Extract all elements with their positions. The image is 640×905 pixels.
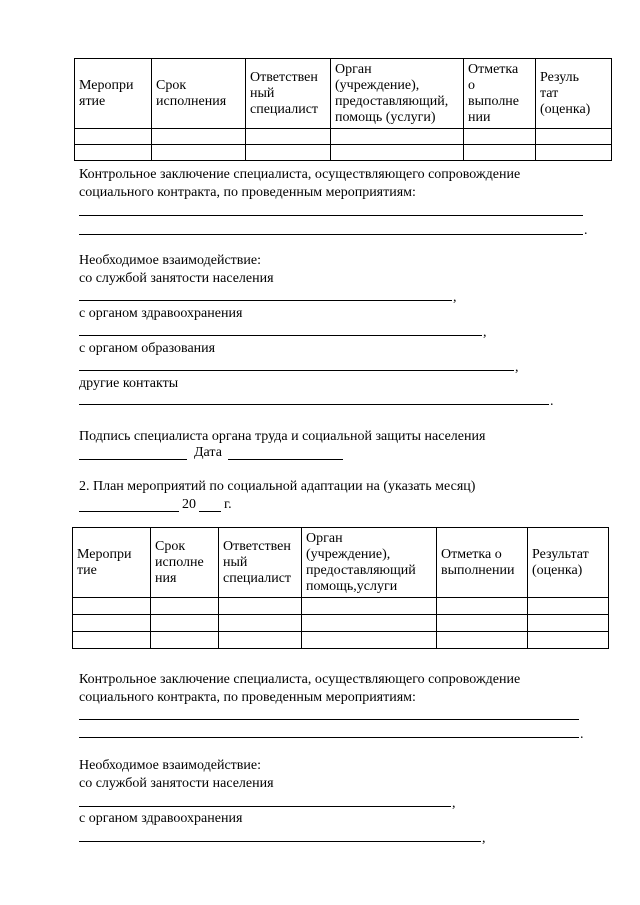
signature-label: Подпись специалиста органа труда и социальной защиты населения [79,429,486,444]
table-cell[interactable] [246,129,331,145]
line-end-period: . [550,394,554,409]
col-header-result: Резуль тат (оценка) [536,59,612,129]
table-cell[interactable] [331,145,464,161]
line-end-period: . [584,223,588,238]
conclusion-fill-line[interactable] [79,215,583,216]
table-row [75,145,612,161]
date-fill-line[interactable] [228,459,343,460]
col-header-deadline: Срок исполне ния [151,528,219,598]
education-authority-label: с органом образования [79,341,216,356]
conclusion-fill-line[interactable] [79,719,579,720]
line-end-comma: , [483,325,487,340]
table-cell[interactable] [528,632,609,649]
table-row [75,129,612,145]
measures-table-2 [72,527,609,649]
employment-service-fill-line[interactable] [79,806,451,807]
conclusion-text-line2: социального контракта, по проведенным мероприятиям: [79,690,416,705]
year-fill-line[interactable] [199,511,221,512]
line-end-comma: , [453,290,457,305]
health-authority-fill-line[interactable] [79,841,481,842]
col-header-completion-mark: Отметка о выполне нии [464,59,536,129]
col-header-responsible: Ответствен ный специалист [246,59,331,129]
table-header-row [75,59,612,129]
table-cell[interactable] [151,632,219,649]
col-header-result: Результат (оценка) [528,528,609,598]
measures-table-1 [74,58,612,161]
table-cell[interactable] [152,145,246,161]
table-row [73,615,609,632]
other-contacts-label: другие контакты [79,376,179,391]
signature-fill-line[interactable] [79,459,187,460]
conclusion-text-line2: социального контракта, по проведенным мероприятиям: [79,185,416,200]
conclusion-fill-line[interactable] [79,234,583,235]
table-header-row [73,528,609,598]
table-cell[interactable] [302,598,437,615]
table-cell[interactable] [152,129,246,145]
table-cell[interactable] [536,129,612,145]
table-cell[interactable] [302,632,437,649]
health-authority-fill-line[interactable] [79,335,482,336]
col-header-completion-mark: Отметка о выполнении [437,528,528,598]
interaction-title: Необходимое взаимодействие: [79,253,262,268]
interaction-title: Необходимое взаимодействие: [79,758,262,773]
col-header-responsible: Ответствен ный специалист [219,528,302,598]
table-cell[interactable] [528,598,609,615]
line-end-period: . [580,727,584,742]
table-cell[interactable] [437,615,528,632]
table-cell[interactable] [219,615,302,632]
col-header-measure: Меропри тие [73,528,151,598]
employment-service-fill-line[interactable] [79,300,452,301]
month-fill-line[interactable] [79,511,179,512]
date-label: Дата [194,445,222,460]
col-header-organization: Орган (учреждение), предоставляющий помощь,услуги [302,528,437,598]
table-cell[interactable] [437,598,528,615]
line-end-comma: , [452,796,456,811]
table-cell[interactable] [73,615,151,632]
table-cell[interactable] [219,632,302,649]
table-cell[interactable] [219,598,302,615]
plan-title: 2. План мероприятий по социальной адаптации на (указать месяц) [79,479,476,494]
table-cell[interactable] [73,632,151,649]
conclusion-text-line1: Контрольное заключение специалиста, осуществляющего сопровождение [79,167,521,182]
col-header-deadline: Срок исполнения [152,59,246,129]
col-header-measure: Меропри ятие [75,59,152,129]
table-cell[interactable] [331,129,464,145]
table-cell[interactable] [151,615,219,632]
other-contacts-fill-line[interactable] [79,404,549,405]
health-authority-label: с органом здравоохранения [79,811,243,826]
line-end-comma: , [515,360,519,375]
table-cell[interactable] [151,598,219,615]
year-suffix: г. [224,497,232,512]
table-cell[interactable] [437,632,528,649]
col-header-organization: Орган (учреждение), предоставляющий, помощь (услуги) [331,59,464,129]
year-prefix: 20 [182,497,196,512]
education-authority-fill-line[interactable] [79,370,514,371]
table-cell[interactable] [75,129,152,145]
line-end-comma: , [482,831,486,846]
conclusion-text-line1: Контрольное заключение специалиста, осуществляющего сопровождение [79,672,521,687]
table-cell[interactable] [464,145,536,161]
employment-service-label: со службой занятости населения [79,776,274,791]
table-row [73,632,609,649]
table-cell[interactable] [302,615,437,632]
table-cell[interactable] [246,145,331,161]
table-cell[interactable] [73,598,151,615]
table-row [73,598,609,615]
table-cell[interactable] [528,615,609,632]
table-cell[interactable] [75,145,152,161]
employment-service-label: со службой занятости населения [79,271,274,286]
conclusion-fill-line[interactable] [79,737,579,738]
health-authority-label: с органом здравоохранения [79,306,243,321]
table-cell[interactable] [536,145,612,161]
table-cell[interactable] [464,129,536,145]
